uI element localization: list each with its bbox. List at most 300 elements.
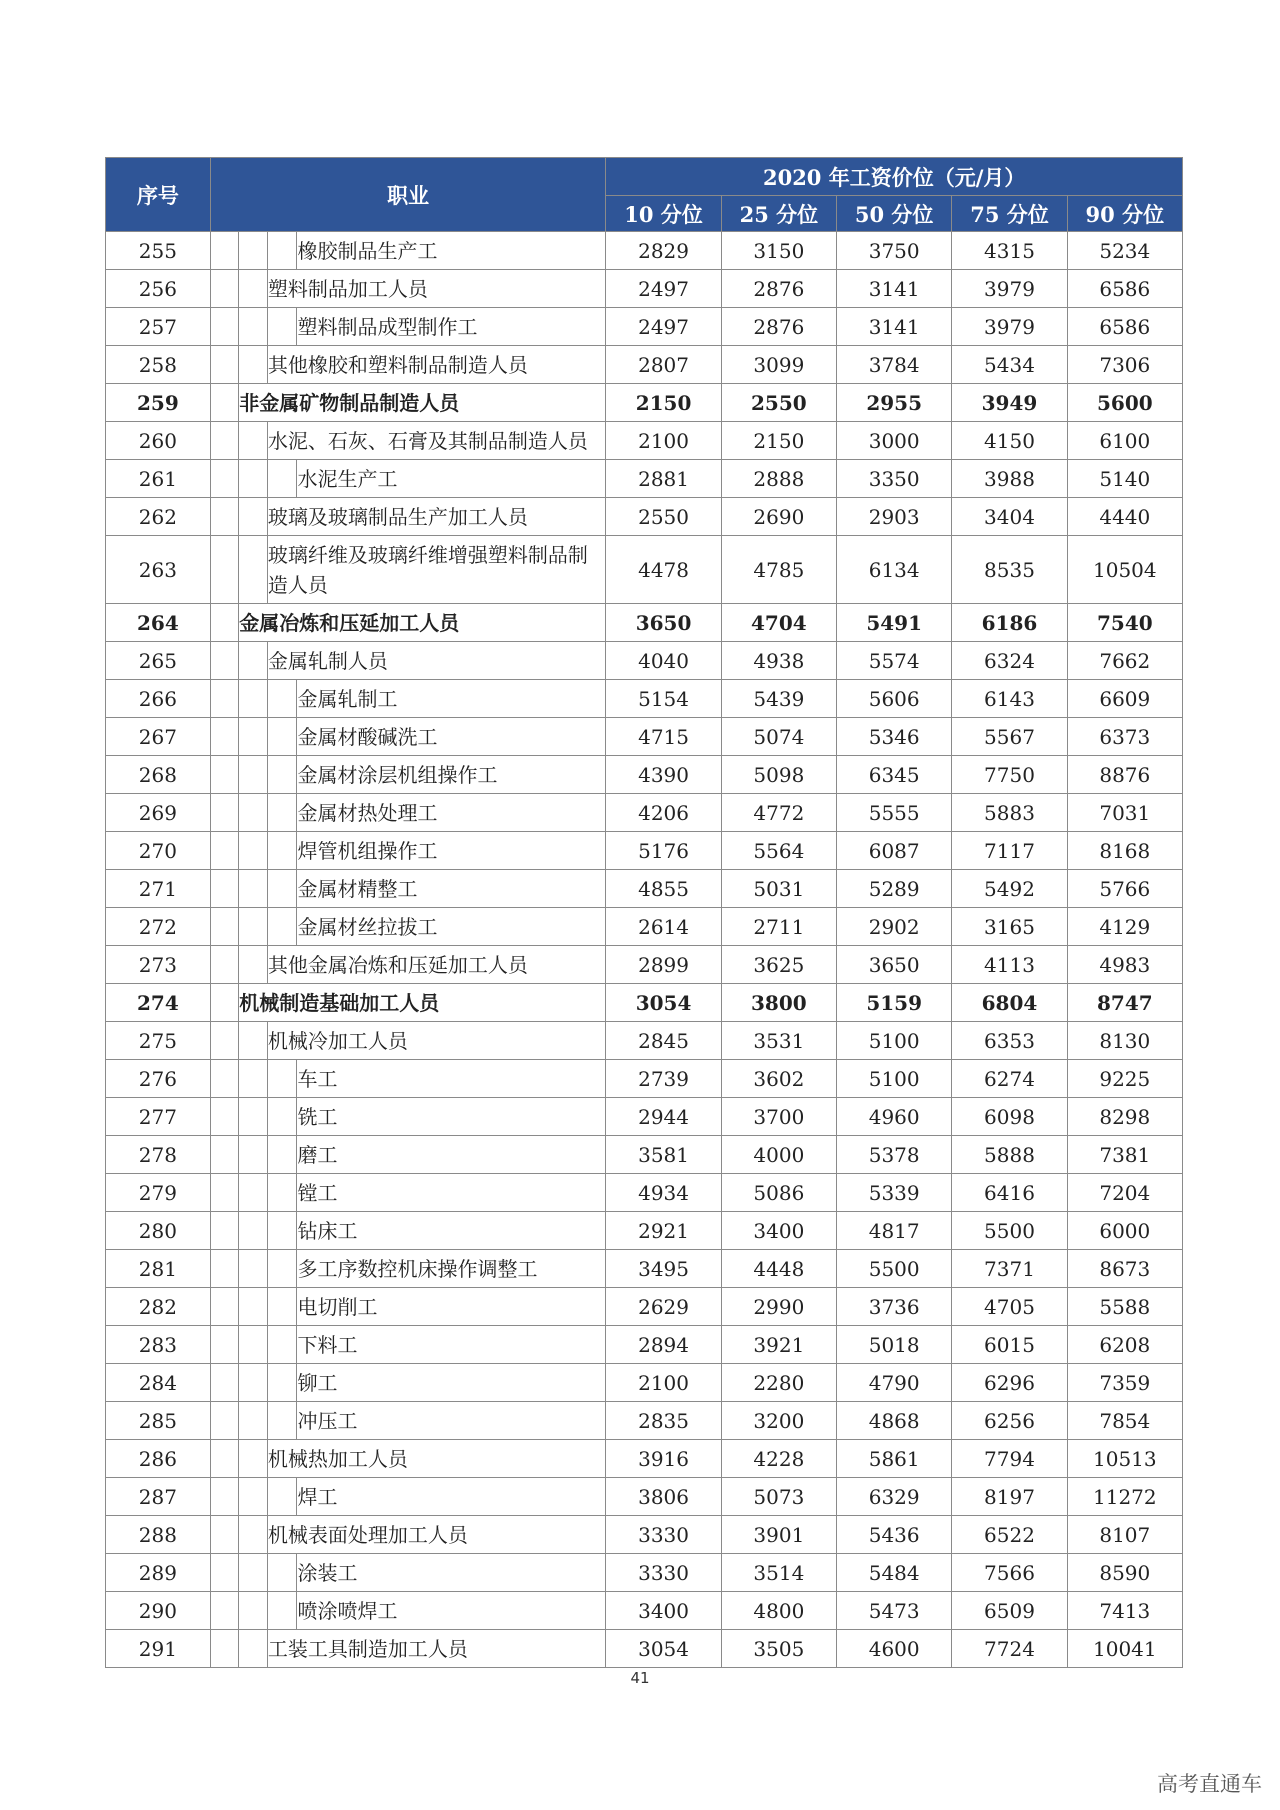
indent-cell [267, 756, 297, 794]
indent-cell [267, 680, 297, 718]
table-row [106, 1478, 1183, 1516]
wage-value: 6256 [952, 1402, 1067, 1440]
indent-cell [210, 1022, 239, 1060]
occupation-header: 职业 [210, 158, 606, 232]
row-seq: 266 [106, 680, 211, 718]
table-row [106, 604, 1183, 642]
wage-value: 8168 [1067, 832, 1182, 870]
row-seq: 269 [106, 794, 211, 832]
wage-value: 6296 [952, 1364, 1067, 1402]
indent-cell [210, 270, 239, 308]
indent-cell [210, 1554, 239, 1592]
wage-value: 2711 [721, 908, 836, 946]
table-row [106, 270, 1183, 308]
indent-cell [239, 536, 268, 604]
wage-value: 2497 [606, 270, 721, 308]
indent-cell [210, 1136, 239, 1174]
table-row [106, 984, 1183, 1022]
wage-value: 4855 [606, 870, 721, 908]
table-row [106, 422, 1183, 460]
wage-value: 5436 [837, 1516, 952, 1554]
row-seq: 276 [106, 1060, 211, 1098]
wage-value: 7413 [1067, 1592, 1182, 1630]
table-row [106, 346, 1183, 384]
table-row [106, 1554, 1183, 1592]
indent-cell [210, 1288, 239, 1326]
wage-value: 7854 [1067, 1402, 1182, 1440]
wage-value: 3736 [837, 1288, 952, 1326]
wage-value: 7381 [1067, 1136, 1182, 1174]
table-row [106, 460, 1183, 498]
wage-value: 3581 [606, 1136, 721, 1174]
indent-cell [267, 308, 297, 346]
wage-value: 5140 [1067, 460, 1182, 498]
wage-value: 7750 [952, 756, 1067, 794]
wage-value: 4790 [837, 1364, 952, 1402]
table-row [106, 232, 1183, 270]
wage-value: 2497 [606, 308, 721, 346]
indent-cell [267, 832, 297, 870]
indent-cell [210, 756, 239, 794]
wage-value: 6804 [952, 984, 1067, 1022]
table-row [106, 908, 1183, 946]
indent-cell [210, 794, 239, 832]
wage-value: 3750 [837, 232, 952, 270]
percentile-header: 75 分位 [952, 196, 1067, 232]
occupation-name: 金属轧制工 [297, 680, 606, 718]
indent-cell [267, 1250, 297, 1288]
row-seq: 288 [106, 1516, 211, 1554]
wage-value: 8590 [1067, 1554, 1182, 1592]
wage-value: 4772 [721, 794, 836, 832]
wage-value: 11272 [1067, 1478, 1182, 1516]
indent-cell [239, 756, 268, 794]
table-row [106, 680, 1183, 718]
indent-cell [239, 1288, 268, 1326]
wage-value: 5100 [837, 1022, 952, 1060]
table-row [106, 756, 1183, 794]
occupation-name: 机械冷加工人员 [267, 1022, 606, 1060]
wage-value: 3514 [721, 1554, 836, 1592]
wage-value: 2629 [606, 1288, 721, 1326]
indent-cell [210, 1592, 239, 1630]
indent-cell [210, 680, 239, 718]
indent-cell [239, 1554, 268, 1592]
wage-value: 5606 [837, 680, 952, 718]
occupation-name: 机械制造基础加工人员 [239, 984, 606, 1022]
row-seq: 285 [106, 1402, 211, 1440]
indent-cell [210, 604, 239, 642]
occupation-name: 非金属矿物制品制造人员 [239, 384, 606, 422]
wage-value: 2944 [606, 1098, 721, 1136]
indent-cell [267, 1326, 297, 1364]
occupation-name: 镗工 [297, 1174, 606, 1212]
table-row [106, 1060, 1183, 1098]
wage-value: 3625 [721, 946, 836, 984]
wage-value: 2888 [721, 460, 836, 498]
wage-value: 3330 [606, 1554, 721, 1592]
row-seq: 282 [106, 1288, 211, 1326]
wage-value: 7031 [1067, 794, 1182, 832]
occupation-name: 涂装工 [297, 1554, 606, 1592]
wage-value: 5018 [837, 1326, 952, 1364]
wage-value: 2614 [606, 908, 721, 946]
row-seq: 283 [106, 1326, 211, 1364]
wage-value: 2690 [721, 498, 836, 536]
occupation-name: 电切削工 [297, 1288, 606, 1326]
wage-value: 7662 [1067, 642, 1182, 680]
indent-cell [210, 460, 239, 498]
indent-cell [210, 946, 239, 984]
watermark-text: 高考直通车 [1157, 1772, 1262, 1796]
wage-value: 6208 [1067, 1326, 1182, 1364]
indent-cell [239, 832, 268, 870]
wage-value: 2550 [721, 384, 836, 422]
wage-value: 6586 [1067, 308, 1182, 346]
row-seq: 255 [106, 232, 211, 270]
wage-value: 3505 [721, 1630, 836, 1668]
wage-value: 6143 [952, 680, 1067, 718]
occupation-name: 玻璃纤维及玻璃纤维增强塑料制品制造人员 [267, 536, 606, 604]
wage-value: 2876 [721, 270, 836, 308]
occupation-name: 其他橡胶和塑料制品制造人员 [267, 346, 606, 384]
wage-value: 5888 [952, 1136, 1067, 1174]
table-row [106, 1288, 1183, 1326]
indent-cell [210, 832, 239, 870]
wage-value: 10504 [1067, 536, 1182, 604]
table-row [106, 1440, 1183, 1478]
wage-value: 7371 [952, 1250, 1067, 1288]
wage-value: 6345 [837, 756, 952, 794]
row-seq: 291 [106, 1630, 211, 1668]
table-row [106, 946, 1183, 984]
indent-cell [210, 422, 239, 460]
table-row [106, 832, 1183, 870]
indent-cell [267, 232, 297, 270]
table-row [106, 384, 1183, 422]
indent-cell [239, 1326, 268, 1364]
wage-value: 5346 [837, 718, 952, 756]
wage-value: 2845 [606, 1022, 721, 1060]
wage-value: 6609 [1067, 680, 1182, 718]
wage-value: 7359 [1067, 1364, 1182, 1402]
wage-value: 3200 [721, 1402, 836, 1440]
indent-cell [210, 984, 239, 1022]
row-seq: 261 [106, 460, 211, 498]
wage-value: 6015 [952, 1326, 1067, 1364]
occupation-name: 金属材丝拉拔工 [297, 908, 606, 946]
wage-value: 6000 [1067, 1212, 1182, 1250]
percentile-header: 10 分位 [606, 196, 721, 232]
indent-cell [239, 1478, 268, 1516]
indent-cell [239, 270, 268, 308]
wage-value: 3988 [952, 460, 1067, 498]
wage-value: 8130 [1067, 1022, 1182, 1060]
occupation-name: 下料工 [297, 1326, 606, 1364]
wage-value: 5484 [837, 1554, 952, 1592]
wage-value: 3901 [721, 1516, 836, 1554]
wage-value: 4934 [606, 1174, 721, 1212]
indent-cell [239, 1174, 268, 1212]
occupation-name: 车工 [297, 1060, 606, 1098]
occupation-name: 金属材酸碱洗工 [297, 718, 606, 756]
indent-cell [210, 384, 239, 422]
wage-value: 5098 [721, 756, 836, 794]
row-seq: 256 [106, 270, 211, 308]
wage-value: 3150 [721, 232, 836, 270]
wage-value: 4150 [952, 422, 1067, 460]
row-seq: 262 [106, 498, 211, 536]
wage-value: 6100 [1067, 422, 1182, 460]
row-seq: 271 [106, 870, 211, 908]
wage-value: 2100 [606, 422, 721, 460]
wage-value: 5567 [952, 718, 1067, 756]
row-seq: 270 [106, 832, 211, 870]
wage-value: 2902 [837, 908, 952, 946]
wage-value: 3404 [952, 498, 1067, 536]
row-seq: 259 [106, 384, 211, 422]
row-seq: 289 [106, 1554, 211, 1592]
indent-cell [210, 308, 239, 346]
wage-value: 4800 [721, 1592, 836, 1630]
table-row [106, 642, 1183, 680]
wage-value: 5074 [721, 718, 836, 756]
table-row [106, 1516, 1183, 1554]
wage-value: 5031 [721, 870, 836, 908]
indent-cell [210, 1212, 239, 1250]
wage-value: 10513 [1067, 1440, 1182, 1478]
occupation-name: 冲压工 [297, 1402, 606, 1440]
indent-cell [210, 536, 239, 604]
wage-value: 6416 [952, 1174, 1067, 1212]
table-row [106, 1098, 1183, 1136]
wage-value: 4868 [837, 1402, 952, 1440]
indent-cell [267, 794, 297, 832]
wage-value: 10041 [1067, 1630, 1182, 1668]
wage-value: 2921 [606, 1212, 721, 1250]
wage-value: 5500 [837, 1250, 952, 1288]
table-row [106, 718, 1183, 756]
wage-value: 5434 [952, 346, 1067, 384]
indent-cell [239, 1136, 268, 1174]
table-body [106, 232, 1183, 1668]
wage-value: 3979 [952, 270, 1067, 308]
occupation-name: 其他金属冶炼和压延加工人员 [267, 946, 606, 984]
wage-value: 5861 [837, 1440, 952, 1478]
table-row [106, 498, 1183, 536]
wage-value: 6509 [952, 1592, 1067, 1630]
wage-value: 7794 [952, 1440, 1067, 1478]
indent-cell [239, 1060, 268, 1098]
wage-value: 3000 [837, 422, 952, 460]
indent-cell [210, 718, 239, 756]
indent-cell [239, 498, 268, 536]
wage-value: 7566 [952, 1554, 1067, 1592]
indent-cell [239, 1516, 268, 1554]
table-row [106, 1364, 1183, 1402]
row-seq: 273 [106, 946, 211, 984]
indent-cell [239, 908, 268, 946]
wage-value: 3330 [606, 1516, 721, 1554]
row-seq: 260 [106, 422, 211, 460]
wage-value: 2835 [606, 1402, 721, 1440]
wage-value: 2894 [606, 1326, 721, 1364]
wage-value: 6373 [1067, 718, 1182, 756]
wage-value: 5073 [721, 1478, 836, 1516]
wage-value: 8673 [1067, 1250, 1182, 1288]
wage-value: 2955 [837, 384, 952, 422]
indent-cell [267, 1364, 297, 1402]
wage-value: 2739 [606, 1060, 721, 1098]
wage-value: 2990 [721, 1288, 836, 1326]
wage-value: 4938 [721, 642, 836, 680]
wage-value: 6186 [952, 604, 1067, 642]
wage-value: 3800 [721, 984, 836, 1022]
occupation-name: 金属材涂层机组操作工 [297, 756, 606, 794]
indent-cell [210, 870, 239, 908]
wage-title-header: 2020 年工资价位（元/月） [606, 158, 1183, 196]
table-header [106, 158, 1183, 232]
wage-value: 4390 [606, 756, 721, 794]
wage-value: 2903 [837, 498, 952, 536]
indent-cell [210, 1478, 239, 1516]
table-row [106, 1212, 1183, 1250]
table-row [106, 794, 1183, 832]
wage-value: 4129 [1067, 908, 1182, 946]
wage-value: 2100 [606, 1364, 721, 1402]
table-row [106, 1402, 1183, 1440]
wage-value: 2829 [606, 232, 721, 270]
indent-cell [239, 422, 268, 460]
occupation-name: 工装工具制造加工人员 [267, 1630, 606, 1668]
wage-value: 4448 [721, 1250, 836, 1288]
wage-value: 8107 [1067, 1516, 1182, 1554]
wage-value: 4785 [721, 536, 836, 604]
indent-cell [239, 346, 268, 384]
occupation-name: 橡胶制品生产工 [297, 232, 606, 270]
indent-cell [210, 1174, 239, 1212]
wage-value: 4478 [606, 536, 721, 604]
row-seq: 290 [106, 1592, 211, 1630]
table-row [106, 1592, 1183, 1630]
indent-cell [239, 794, 268, 832]
wage-value: 4704 [721, 604, 836, 642]
wage-value: 2150 [606, 384, 721, 422]
table-row [106, 1174, 1183, 1212]
row-seq: 272 [106, 908, 211, 946]
indent-cell [239, 642, 268, 680]
wage-value: 3650 [837, 946, 952, 984]
indent-cell [267, 908, 297, 946]
wage-value: 3141 [837, 308, 952, 346]
wage-value: 5378 [837, 1136, 952, 1174]
wage-value: 6329 [837, 1478, 952, 1516]
row-seq: 287 [106, 1478, 211, 1516]
wage-value: 3400 [606, 1592, 721, 1630]
indent-cell [267, 460, 297, 498]
wage-value: 7117 [952, 832, 1067, 870]
indent-cell [239, 870, 268, 908]
wage-value: 2280 [721, 1364, 836, 1402]
wage-value: 4600 [837, 1630, 952, 1668]
indent-cell [267, 1288, 297, 1326]
indent-cell [239, 1098, 268, 1136]
indent-cell [239, 1022, 268, 1060]
wage-value: 3784 [837, 346, 952, 384]
indent-cell [210, 1402, 239, 1440]
wage-value: 3531 [721, 1022, 836, 1060]
wage-value: 2899 [606, 946, 721, 984]
row-seq: 264 [106, 604, 211, 642]
occupation-name: 多工序数控机床操作调整工 [297, 1250, 606, 1288]
wage-value: 5500 [952, 1212, 1067, 1250]
wage-value: 5159 [837, 984, 952, 1022]
wage-value: 5491 [837, 604, 952, 642]
indent-cell [239, 1592, 268, 1630]
wage-value: 2876 [721, 308, 836, 346]
occupation-name: 焊管机组操作工 [297, 832, 606, 870]
wage-value: 7306 [1067, 346, 1182, 384]
indent-cell [239, 1250, 268, 1288]
wage-value: 5492 [952, 870, 1067, 908]
occupation-name: 玻璃及玻璃制品生产加工人员 [267, 498, 606, 536]
row-seq: 277 [106, 1098, 211, 1136]
occupation-name: 水泥生产工 [297, 460, 606, 498]
wage-value: 4315 [952, 232, 1067, 270]
occupation-name: 喷涂喷焊工 [297, 1592, 606, 1630]
indent-cell [210, 1250, 239, 1288]
indent-cell [239, 1364, 268, 1402]
occupation-name: 金属轧制人员 [267, 642, 606, 680]
wage-value: 4206 [606, 794, 721, 832]
indent-cell [210, 1326, 239, 1364]
table-row [106, 1022, 1183, 1060]
indent-cell [210, 1060, 239, 1098]
table-row [106, 1630, 1183, 1668]
indent-cell [210, 1364, 239, 1402]
row-seq: 265 [106, 642, 211, 680]
wage-value: 5766 [1067, 870, 1182, 908]
indent-cell [210, 642, 239, 680]
indent-cell [239, 1440, 268, 1478]
occupation-name: 铆工 [297, 1364, 606, 1402]
wage-value: 5289 [837, 870, 952, 908]
wage-value: 3054 [606, 984, 721, 1022]
wage-value: 3602 [721, 1060, 836, 1098]
wage-value: 5574 [837, 642, 952, 680]
wage-value: 6134 [837, 536, 952, 604]
wage-value: 8197 [952, 1478, 1067, 1516]
wage-value: 6353 [952, 1022, 1067, 1060]
wage-value: 6274 [952, 1060, 1067, 1098]
seq-header: 序号 [106, 158, 211, 232]
occupation-name: 机械热加工人员 [267, 1440, 606, 1478]
row-seq: 281 [106, 1250, 211, 1288]
row-seq: 258 [106, 346, 211, 384]
indent-cell [210, 232, 239, 270]
wage-value: 5154 [606, 680, 721, 718]
indent-cell [210, 1098, 239, 1136]
row-seq: 278 [106, 1136, 211, 1174]
wage-value: 4983 [1067, 946, 1182, 984]
wage-value: 8535 [952, 536, 1067, 604]
wage-value: 5555 [837, 794, 952, 832]
indent-cell [239, 946, 268, 984]
indent-cell [267, 1098, 297, 1136]
wage-value: 3054 [606, 1630, 721, 1668]
wage-value: 3141 [837, 270, 952, 308]
table-row [106, 308, 1183, 346]
